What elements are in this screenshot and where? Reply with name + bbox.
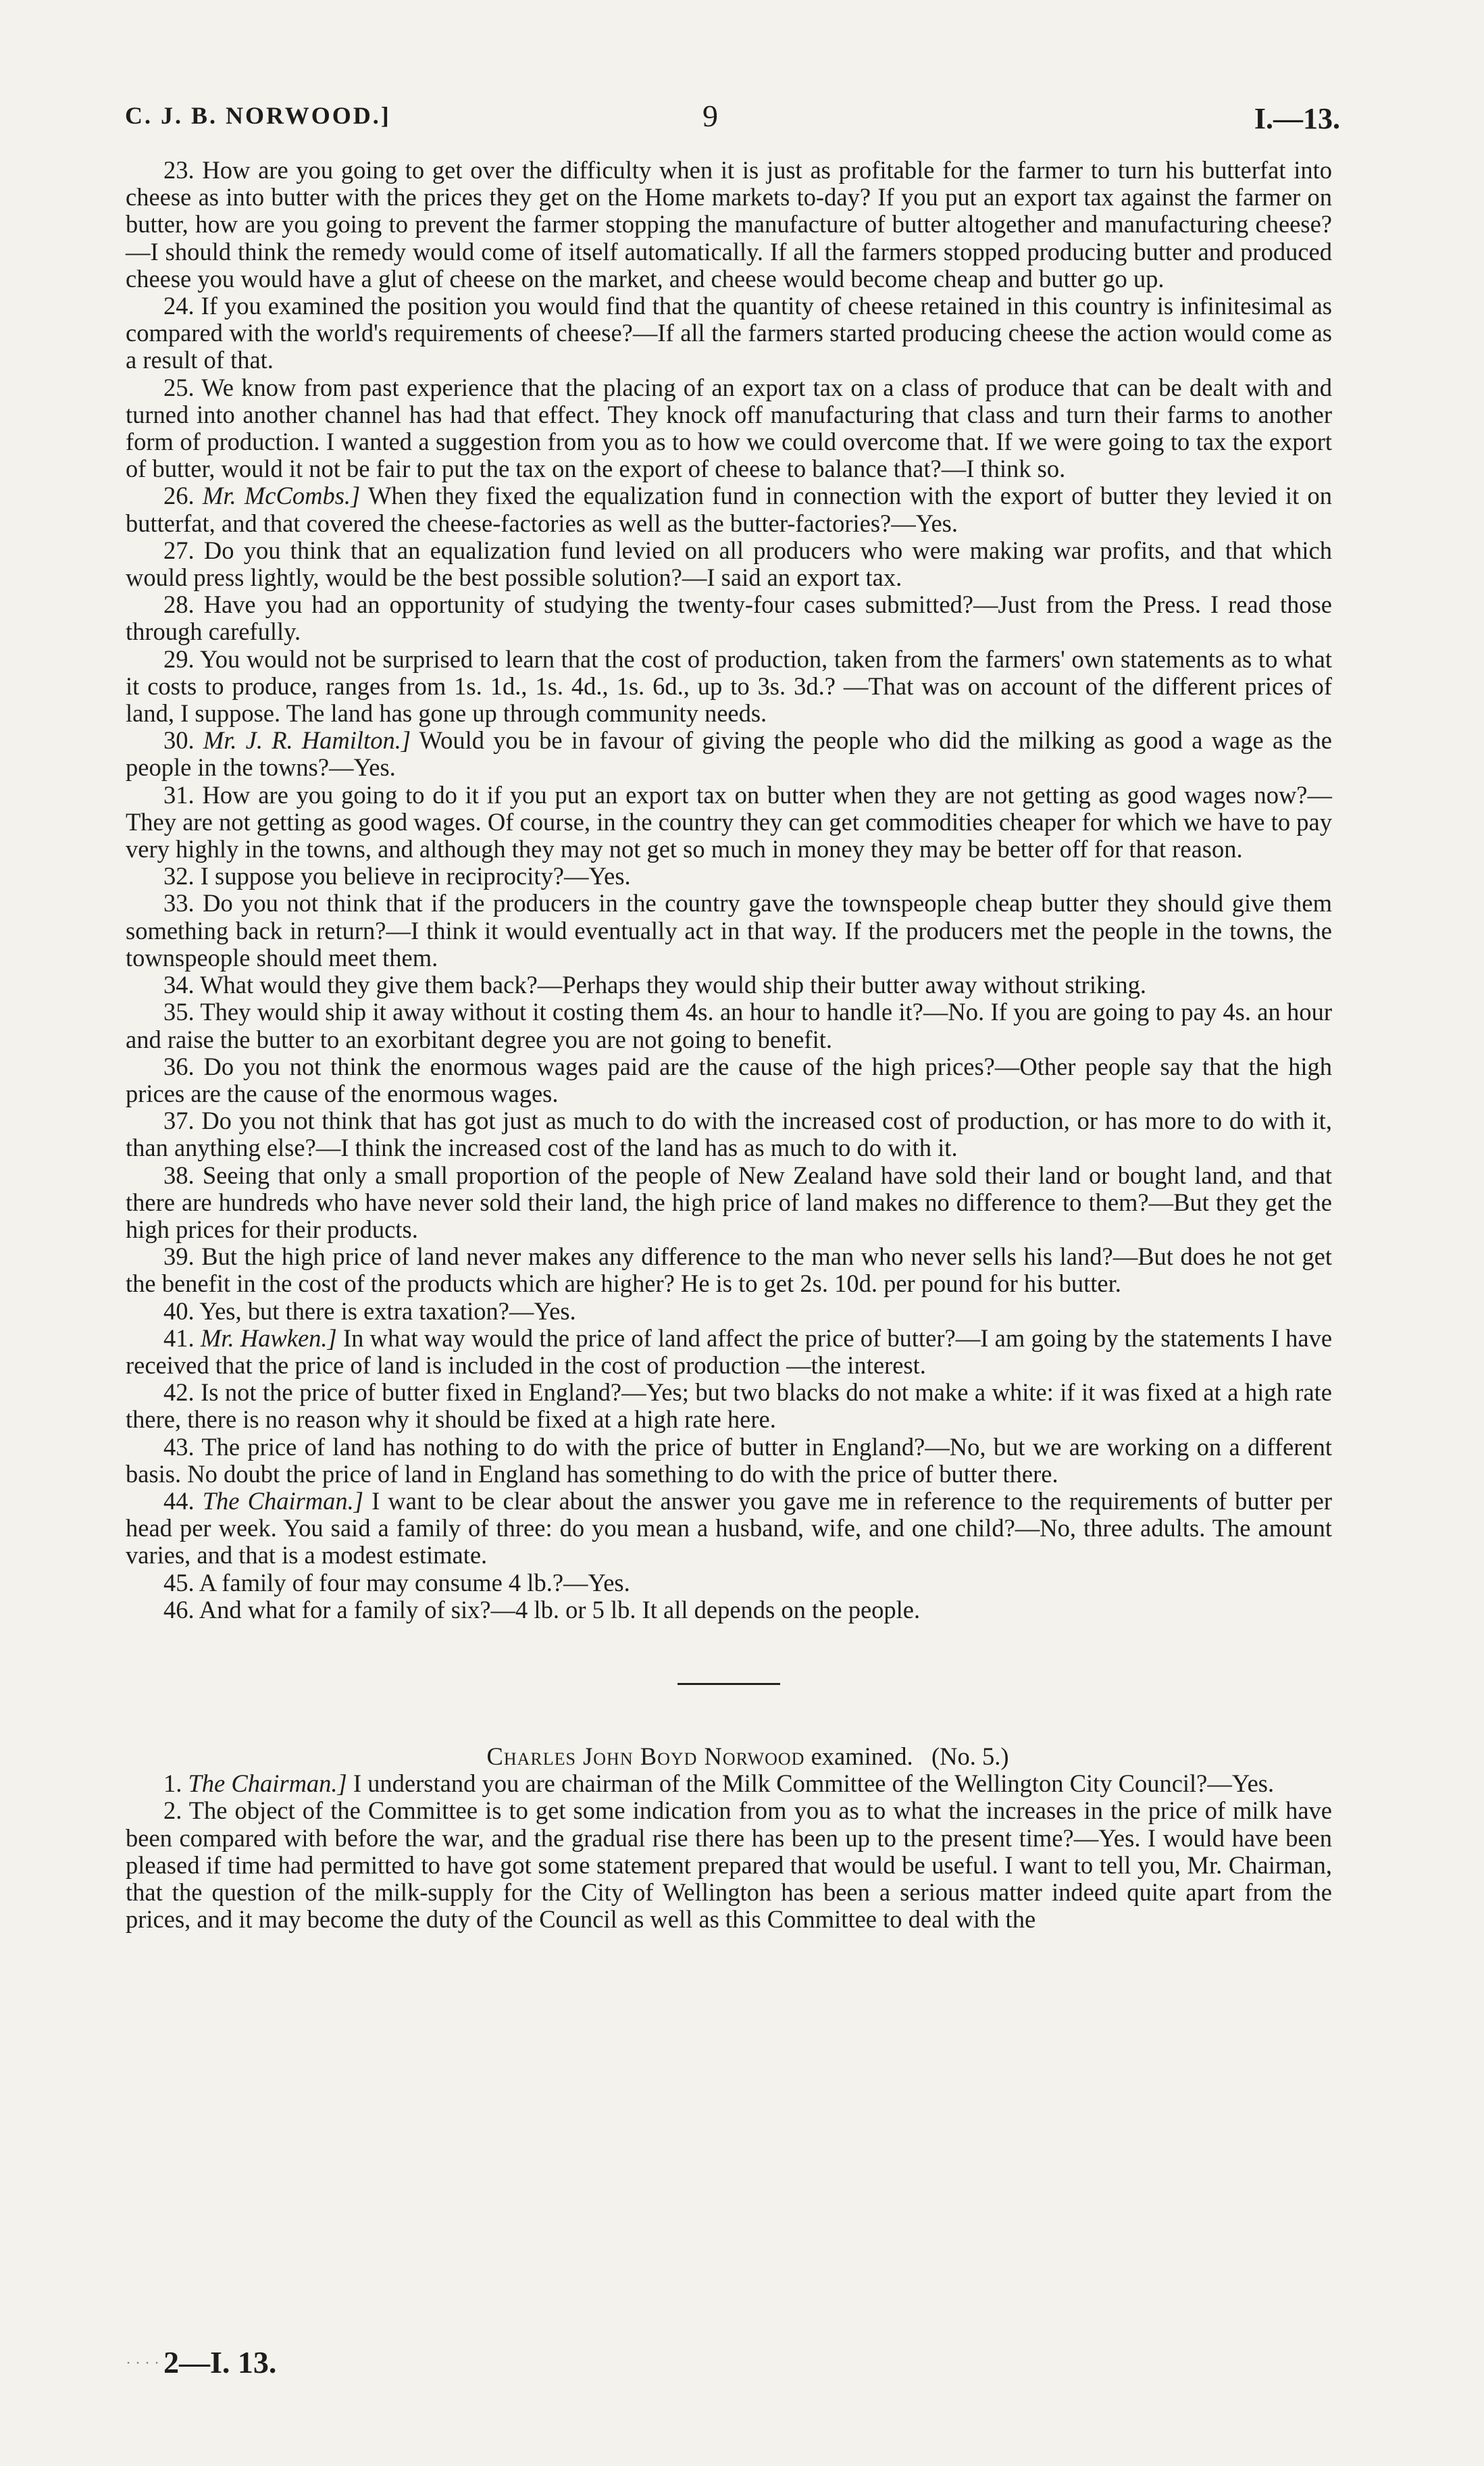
question-paragraph bbox=[126, 537, 1332, 591]
question-number: 33. bbox=[163, 889, 195, 917]
testimony-section-1 bbox=[126, 157, 1332, 1624]
question-text: The object of the Committee is to get some indication from you as to what the increases in the price of milk have been compared with before the war, and the gradual rise there has been up to the present time?—Yes. I would have been pleased if time had permitted to have got some statement prepared that would be useful. I want to tell you, Mr. Chairman, that the question of the milk-supply for the City of Wellington has been a serious matter indeed quite apart from the prices, and it may become the duty of the Council as well as this Committee to deal with the bbox=[126, 1796, 1333, 1934]
question-number: 40. bbox=[163, 1297, 195, 1325]
question-text: A family of four may consume 4 lb.?—Yes. bbox=[199, 1568, 630, 1596]
question-paragraph bbox=[126, 1569, 1332, 1596]
question-text: Seeing that only a small proportion of the people of New Zealand have sold their land or bought land, and that there are hundreds who have never sold their land, the high price of land makes no difference to them?—But they get the high prices for their products. bbox=[126, 1161, 1332, 1243]
question-text: How are you going to do it if you put an export tax on butter when they are not getting as good wages now?—They are not getting as good wages. Of course, in the country they can get commodities cheaper for which we have to pay very highly in the towns, and although they may not get so much in money they may be better off for that reason. bbox=[126, 780, 1333, 863]
question-number: 45. bbox=[163, 1568, 195, 1596]
question-number: 36. bbox=[163, 1052, 195, 1080]
question-paragraph bbox=[126, 1434, 1332, 1488]
question-text: You would not be surprised to learn that the cost of production, taken from the farmers' own statements as to what it costs to produce, ranges from 1s. 1d., 1s. 4d., 1s. 6d., up to 3s. 3d.? —That was on account of the different prices of land, I suppose. The land has gone up through community needs. bbox=[126, 645, 1332, 728]
question-number: 35. bbox=[163, 998, 195, 1026]
question-number: 25. bbox=[163, 373, 195, 401]
question-text: Yes, but there is extra taxation?—Yes. bbox=[199, 1297, 576, 1325]
question-number: 44. bbox=[163, 1486, 195, 1515]
signature-text: 2—I. 13. bbox=[163, 2345, 277, 2380]
question-number: 37. bbox=[163, 1107, 195, 1135]
speaker-name: The Chairman.] bbox=[188, 1769, 347, 1798]
question-number: 24. bbox=[163, 292, 195, 320]
page-number: 9 bbox=[702, 99, 718, 133]
question-text: If you examined the position you would find that the quantity of cheese retained in this country is infinitesimal as compared with the world's requirements of cheese?—If all the farmers started producing cheese the action would come as a result of that. bbox=[126, 292, 1332, 374]
question-text: But the high price of land never makes any difference to the man who never sells his land?—But does he not get the benefit in the cost of the products which are higher? He is to get 2s. 10d. per pound for his butter. bbox=[126, 1242, 1332, 1298]
section-divider bbox=[677, 1683, 780, 1685]
question-paragraph bbox=[126, 1107, 1332, 1161]
question-paragraph bbox=[126, 782, 1332, 863]
question-paragraph bbox=[126, 374, 1332, 483]
witness-examined-label: examined. bbox=[811, 1742, 913, 1770]
question-number: 23. bbox=[163, 156, 195, 184]
question-text: Do you not think that has got just as much to do with the increased cost of production, or has more to do with it, than anything else?—I think the increased cost of the land has as much to do with it. bbox=[126, 1107, 1332, 1162]
running-head-right: I.—13. bbox=[1254, 102, 1340, 135]
question-number: 42. bbox=[163, 1378, 195, 1407]
question-paragraph bbox=[126, 1298, 1332, 1325]
question-paragraph bbox=[126, 1325, 1332, 1379]
question-paragraph bbox=[126, 591, 1332, 645]
question-paragraph bbox=[126, 890, 1332, 972]
question-text: I suppose you believe in reciprocity?—Yes. bbox=[200, 862, 631, 890]
signature-mark bbox=[126, 2344, 276, 2380]
witness-name: Charles John Boyd Norwood bbox=[486, 1742, 805, 1770]
question-paragraph bbox=[126, 482, 1332, 536]
question-paragraph bbox=[126, 1488, 1332, 1569]
testimony-section-2 bbox=[126, 1770, 1332, 1933]
question-paragraph bbox=[126, 1053, 1332, 1107]
question-paragraph bbox=[126, 972, 1332, 999]
speaker-name: The Chairman.] bbox=[202, 1486, 363, 1515]
question-number: 31. bbox=[163, 780, 195, 809]
question-number: 39. bbox=[163, 1242, 195, 1271]
witness-number: (No. 5.) bbox=[931, 1742, 1009, 1770]
question-text: They would ship it away without it costing them 4s. an hour to handle it?—No. If you are going to pay 4s. an hour and raise the butter to an exorbitant degree you are not going to benefit. bbox=[126, 998, 1332, 1053]
question-paragraph bbox=[126, 1596, 1332, 1624]
question-text: How are you going to get over the difficulty when it is just as profitable for the farmer to turn his butterfat into cheese as into butter with the prices they get on the Home markets to-day? If you put an export tax against the farmer on butter, how are you going to prevent the farmer stopping the manufacture of butter altogether and manufacturing cheese?—I should think the remedy would come of itself automatically. If all the farmers stopped producing butter and produced cheese you would have a glut of cheese on the market, and cheese would become cheap and butter go up. bbox=[126, 156, 1333, 293]
question-text: The price of land has nothing to do with the price of butter in England?—No, but we are working on a different basis. No doubt the price of land in England has something to do with the price of butter there. bbox=[126, 1432, 1332, 1488]
question-number: 30. bbox=[163, 726, 195, 755]
question-paragraph bbox=[126, 1243, 1332, 1297]
question-text: Do you think that an equalization fund levied on all producers who were making war profits, and that which would press lightly, would be the best possible solution?—I said an export tax. bbox=[126, 536, 1332, 592]
question-number: 28. bbox=[163, 590, 195, 619]
question-text: In what way would the price of land affect the price of butter?—I am going by the statements I have received that the price of land is included in the cost of production —the interest. bbox=[126, 1324, 1333, 1379]
question-number: 32. bbox=[163, 862, 195, 890]
question-text: What would they give them back?—Perhaps they would ship their butter away without striking. bbox=[200, 971, 1146, 999]
question-text: Would you be in favour of giving the people who did the milking as good a wage as the people in the towns?—Yes. bbox=[126, 726, 1333, 782]
speaker-name: Mr. McCombs.] bbox=[202, 482, 361, 510]
speaker-name: Mr. J. R. Hamilton.] bbox=[203, 726, 411, 755]
question-paragraph bbox=[126, 1162, 1332, 1244]
question-number: 1. bbox=[163, 1769, 182, 1798]
question-paragraph bbox=[126, 863, 1332, 890]
question-text: Have you had an opportunity of studying the twenty-four cases submitted?—Just from the Press. I read those through carefully. bbox=[126, 590, 1332, 646]
question-text: Is not the price of butter fixed in England?—Yes; but two blacks do not make a white: if it was fixed at a high rate there, there is no reason why it should be fixed at a high rate here. bbox=[126, 1378, 1332, 1434]
question-paragraph bbox=[126, 1797, 1332, 1933]
running-head-left: C. J. B. NORWOOD.] bbox=[125, 102, 391, 129]
question-paragraph bbox=[126, 293, 1332, 374]
question-number: 38. bbox=[163, 1161, 195, 1189]
question-number: 46. bbox=[163, 1595, 195, 1624]
question-number: 43. bbox=[163, 1432, 195, 1461]
question-text: When they fixed the equalization fund in connection with the export of butter they levied it on butterfat, and that covered the cheese-factories as well as the butter-factories?—Yes. bbox=[126, 482, 1332, 537]
witness-heading bbox=[126, 1743, 1332, 1770]
question-text: Do you not think that if the producers in the country gave the townspeople cheap butter they should give them something back in return?—I think it would eventually act in that way. If the producers met the people in the towns, the townspeople should meet them. bbox=[126, 889, 1333, 972]
question-number: 2. bbox=[163, 1796, 182, 1825]
question-number: 27. bbox=[163, 536, 195, 564]
question-number: 41. bbox=[163, 1324, 195, 1352]
question-paragraph bbox=[126, 157, 1332, 293]
question-paragraph bbox=[126, 999, 1332, 1053]
question-paragraph bbox=[126, 1770, 1332, 1797]
question-paragraph bbox=[126, 1379, 1332, 1433]
question-number: 34. bbox=[163, 971, 195, 999]
question-number: 29. bbox=[163, 645, 195, 673]
smudge-mark: ˙ ˙ ˙ ˙ bbox=[126, 2359, 163, 2377]
document-body bbox=[126, 157, 1332, 1933]
speaker-name: Mr. Hawken.] bbox=[200, 1324, 337, 1352]
question-text: And what for a family of six?—4 lb. or 5 lb. It all depends on the people. bbox=[199, 1595, 921, 1624]
question-text: We know from past experience that the placing of an export tax on a class of produce that can be dealt with and turned into another channel has had that effect. They knock off manufacturing that class and turn their farms to another form of production. I wanted a suggestion from you as to how we could overcome that. If we were going to tax the export of butter, would it not be fair to put the tax on the export of cheese to balance that?—I think so. bbox=[126, 373, 1332, 483]
question-paragraph bbox=[126, 646, 1332, 728]
question-paragraph bbox=[126, 727, 1332, 781]
question-text: I want to be clear about the answer you gave me in reference to the requirements of butter per head per week. You said a family of three: do you mean a husband, wife, and one child?—No, three adults. The amount varies, and that is a modest estimate. bbox=[126, 1486, 1333, 1569]
question-text: Do you not think the enormous wages paid are the cause of the high prices?—Other people say that the high prices are the cause of the enormous wages. bbox=[126, 1052, 1333, 1107]
question-number: 26. bbox=[163, 482, 195, 510]
question-text: I understand you are chairman of the Milk Committee of the Wellington City Council?—Yes. bbox=[353, 1769, 1275, 1798]
